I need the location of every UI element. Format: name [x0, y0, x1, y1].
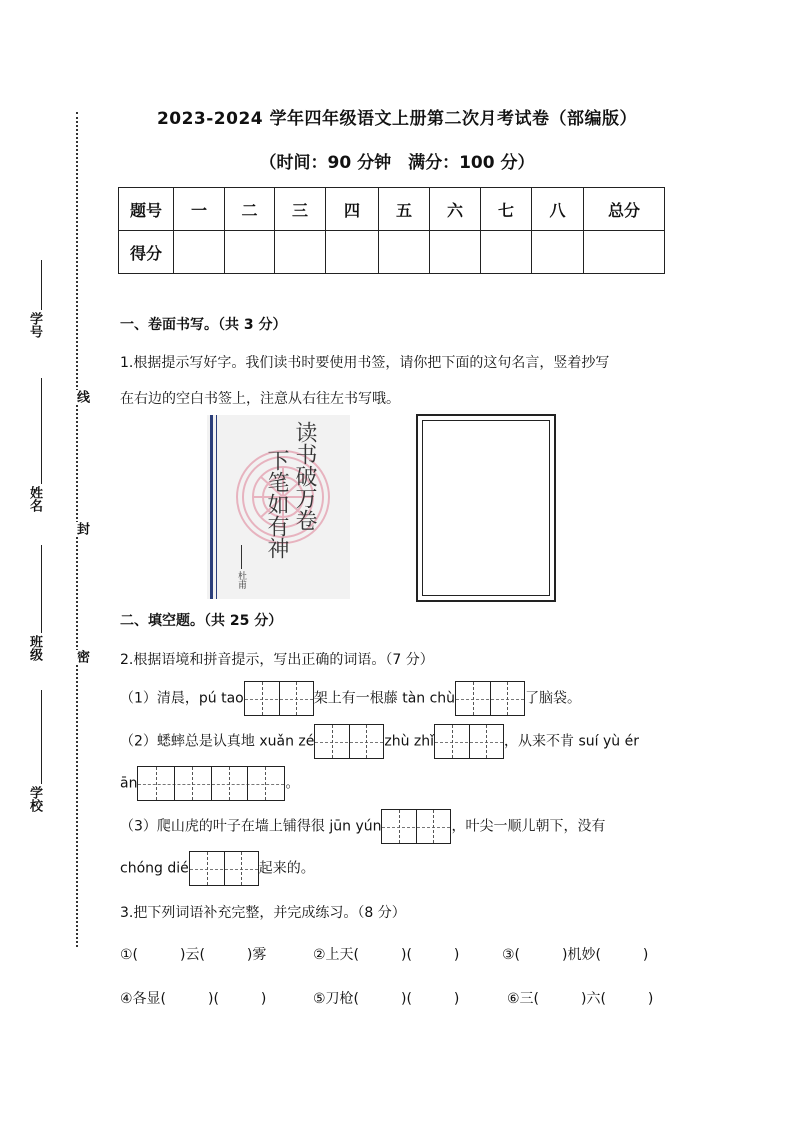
- table-cell: 题号: [119, 188, 174, 231]
- answer-grid[interactable]: [189, 851, 259, 886]
- score-input-cell[interactable]: [174, 231, 225, 274]
- answer-grid[interactable]: [314, 724, 384, 759]
- q2-1-text-c: 了脑袋。: [525, 690, 582, 707]
- q2-3-text-d: 起来的。: [258, 860, 315, 877]
- school-underline: [41, 690, 42, 784]
- q3-item-3[interactable]: ③( )机妙( ): [502, 947, 649, 963]
- answer-grid[interactable]: [455, 681, 525, 716]
- score-table-header-row: [119, 188, 665, 231]
- example-bookmark: [207, 415, 350, 599]
- page-subtitle: （时间：90 分钟 满分：100 分）: [259, 153, 535, 173]
- bookmark-edge-line: [216, 415, 217, 599]
- bookmark-edge-stripe: [210, 415, 213, 599]
- q2-3-line2: [120, 851, 315, 886]
- class-underline: [41, 545, 42, 633]
- section2-heading: 二、填空题。（共 25 分）: [120, 613, 283, 629]
- q2-3-text-a: （3）爬山虎的叶子在墙上铺得很 jūn yún: [120, 818, 382, 835]
- q2-3-text-c: chóng dié: [120, 860, 189, 877]
- q2-2-text-d: ān: [120, 775, 138, 792]
- q2-1-text-a: （1）清晨，pú tao: [120, 690, 244, 707]
- answer-grid[interactable]: [434, 724, 504, 759]
- q2-1-text-b: 架上有一根藤 tàn chù: [313, 690, 456, 707]
- school-label: 学校: [27, 786, 42, 812]
- table-cell: 一: [174, 188, 225, 231]
- table-cell: 六: [430, 188, 481, 231]
- table-cell: 得分: [119, 231, 174, 274]
- q1-text-line2: 在右边的空白书签上，注意从右往左书写哦。: [120, 391, 400, 407]
- student-id-label: 学号: [27, 312, 42, 338]
- q3-item-2[interactable]: ②上天( )( ): [313, 947, 460, 963]
- q3-text: 3.把下列词语补充完整，并完成练习。（8 分）: [120, 905, 406, 921]
- bookmark-poem-line2: 下笔如有神: [264, 449, 289, 559]
- seal-line-char: 线: [74, 390, 89, 403]
- score-input-cell[interactable]: [532, 231, 584, 274]
- section1-heading: 一、卷面书写。（共 3 分）: [120, 317, 287, 333]
- q3-item-6[interactable]: ⑥三( )六( ): [507, 991, 654, 1007]
- bookmark-author: 杜甫: [236, 571, 246, 589]
- score-input-cell[interactable]: [430, 231, 481, 274]
- blank-bookmark-inner-border: [422, 420, 550, 596]
- q1-text-line1: 1.根据提示写好字。我们读书时要使用书签，请你把下面的这句名言，竖着抄写: [120, 355, 610, 371]
- table-cell: 总分: [584, 188, 665, 231]
- score-table-score-row: [119, 231, 665, 274]
- score-input-cell[interactable]: [326, 231, 379, 274]
- table-cell: 五: [379, 188, 430, 231]
- class-label: 班级: [27, 635, 42, 661]
- table-cell: 四: [326, 188, 379, 231]
- q3-item-1[interactable]: ①( )云( )雾: [120, 947, 267, 963]
- author-dash: [241, 545, 242, 569]
- q3-item-4[interactable]: ④各显( )( ): [120, 991, 267, 1007]
- score-input-cell[interactable]: [275, 231, 326, 274]
- student-id-underline: [41, 260, 42, 310]
- page-title: 2023-2024 学年四年级语文上册第二次月考试卷（部编版）: [156, 109, 638, 129]
- table-cell: 三: [275, 188, 326, 231]
- table-cell: 七: [481, 188, 532, 231]
- name-label: 姓名: [27, 486, 42, 512]
- q2-2-text-c: ，从来不肯 suí yù ér: [504, 733, 639, 750]
- q2-3-line: [120, 809, 605, 844]
- q3-item-5[interactable]: ⑤刀枪( )( ): [313, 991, 460, 1007]
- q2-3-text-b: ，叶尖一顺儿朝下，没有: [451, 818, 606, 835]
- table-cell: 二: [225, 188, 275, 231]
- seal-secret-char: 密: [74, 650, 89, 663]
- q2-2-text-a: （2）蟋蟀总是认真地 xuǎn zé: [120, 733, 315, 750]
- score-input-cell[interactable]: [379, 231, 430, 274]
- blank-bookmark-answer-area[interactable]: [416, 414, 556, 602]
- score-table: [118, 187, 665, 274]
- seal-seal-char: 封: [74, 522, 89, 535]
- answer-grid[interactable]: [244, 681, 314, 716]
- table-cell: 八: [532, 188, 584, 231]
- answer-grid[interactable]: [137, 766, 285, 801]
- q2-2-text-e: 。: [285, 775, 300, 792]
- q2-2-line2: [120, 766, 299, 801]
- q2-text: 2.根据语境和拼音提示，写出正确的词语。（7 分）: [120, 652, 434, 668]
- answer-grid[interactable]: [381, 809, 451, 844]
- q2-2-line: [120, 724, 639, 759]
- q2-1-line: [120, 681, 581, 716]
- name-underline: [41, 378, 42, 484]
- score-input-cell[interactable]: [481, 231, 532, 274]
- bookmark-poem-line1: 读书破万卷: [292, 421, 317, 531]
- score-input-cell[interactable]: [225, 231, 275, 274]
- q2-2-text-b: zhù zhǐ: [384, 733, 435, 750]
- score-input-cell[interactable]: [584, 231, 665, 274]
